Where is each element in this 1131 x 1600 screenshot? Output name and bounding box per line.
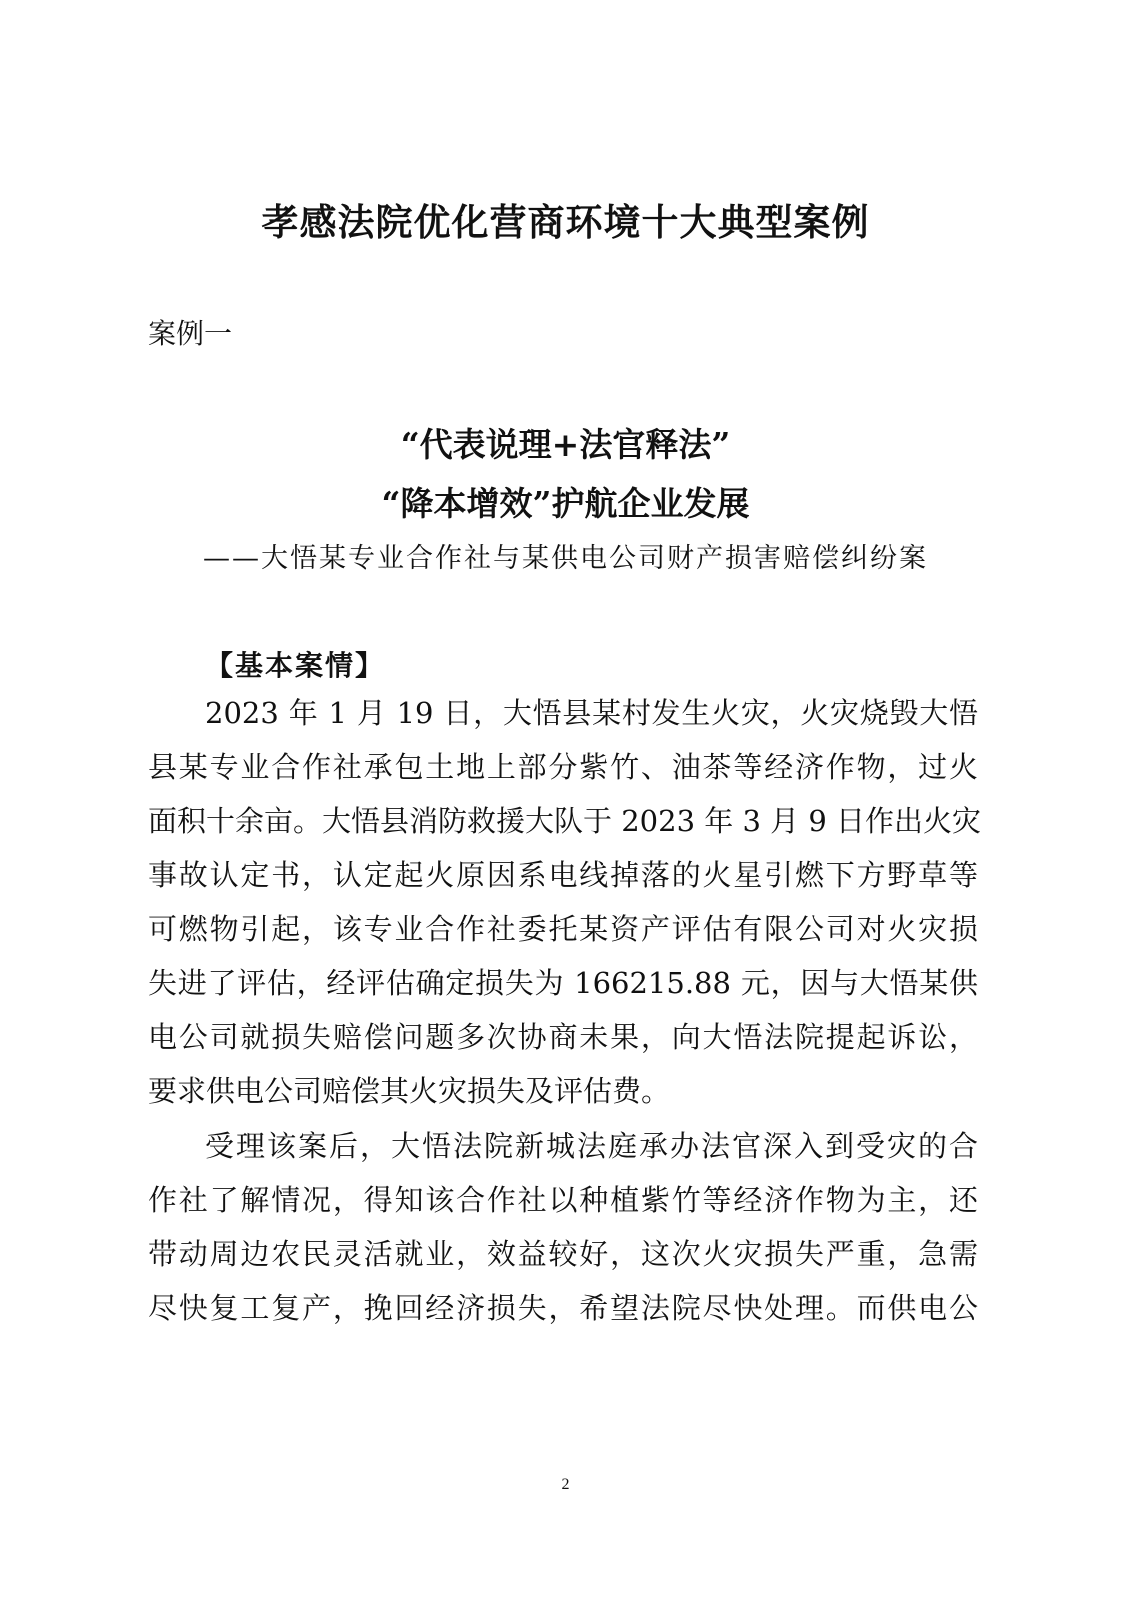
paragraph-line: 作社了解情况，得知该合作社以种植紫竹等经济作物为主，还	[148, 1183, 978, 1217]
case-heading-line-1: “代表说理+法官释法”	[400, 425, 731, 464]
paragraph-line: 面积十余亩。大悟县消防救援大队于 2023 年 3 月 9 日作出火灾	[148, 804, 982, 838]
case-heading-line-2: “降本增效”护航企业发展	[381, 484, 750, 523]
paragraph-line: 失进了评估，经评估确定损失为 166215.88 元，因与大悟某供	[148, 966, 978, 1000]
document-title: 孝感法院优化营商环境十大典型案例	[261, 200, 870, 244]
page-number: 2	[561, 1476, 570, 1493]
paragraph-line: 带动周边农民灵活就业，效益较好，这次火灾损失严重，急需	[148, 1237, 978, 1271]
paragraph-line: 县某专业合作社承包土地上部分紫竹、油茶等经济作物，过火	[148, 750, 978, 784]
paragraph-line: 2023 年 1 月 19 日，大悟县某村发生火灾，火灾烧毁大悟	[205, 696, 978, 730]
case-subtitle: ——大悟某专业合作社与某供电公司财产损害赔偿纠纷案	[203, 543, 928, 574]
paragraph-line: 可燃物引起，该专业合作社委托某资产评估有限公司对火灾损	[148, 912, 978, 946]
section-heading-basic-facts: 【基本案情】	[205, 649, 386, 682]
paragraph-line: 事故认定书，认定起火原因系电线掉落的火星引燃下方野草等	[148, 858, 978, 892]
case-label: 案例一	[148, 317, 233, 350]
paragraph-line: 电公司就损失赔偿问题多次协商未果，向大悟法院提起诉讼，	[148, 1020, 978, 1054]
paragraph-line: 受理该案后，大悟法院新城法庭承办法官深入到受灾的合	[205, 1129, 978, 1163]
paragraph-line: 尽快复工复产，挽回经济损失，希望法院尽快处理。而供电公	[148, 1291, 978, 1325]
paragraph-line: 要求供电公司赔偿其火灾损失及评估费。	[148, 1074, 671, 1108]
